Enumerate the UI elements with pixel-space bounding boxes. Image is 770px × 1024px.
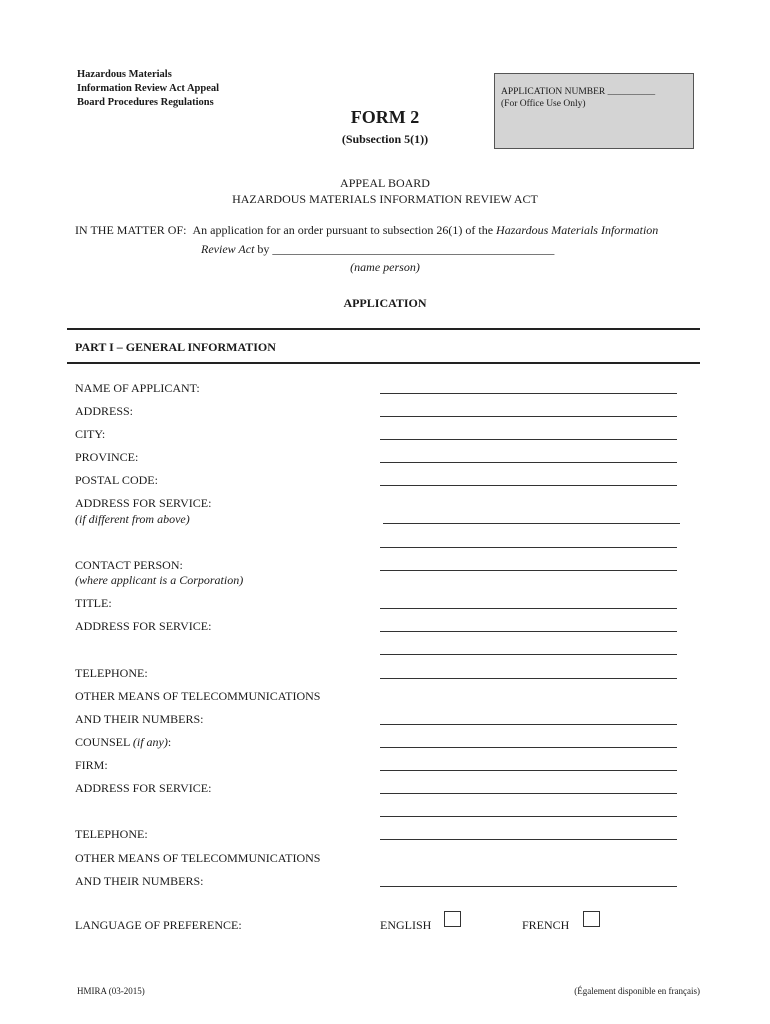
regulation-title	[77, 68, 219, 110]
office-use-note: (For Office Use Only)	[501, 99, 586, 109]
matter-by: by	[254, 242, 273, 256]
application-number-label: APPLICATION NUMBER __________	[501, 87, 656, 97]
name-of-applicant-field[interactable]	[380, 393, 677, 394]
telecom-numbers-label: AND THEIR NUMBERS:	[75, 712, 204, 726]
address-for-service-field[interactable]	[383, 523, 680, 524]
section-rule-bottom	[67, 362, 700, 364]
contact-person-field[interactable]	[380, 570, 677, 571]
person-name-blank[interactable]: _______________________________________________	[272, 242, 555, 256]
firm-telecom-numbers-field[interactable]	[380, 886, 677, 887]
english-checkbox[interactable]	[444, 911, 461, 927]
firm-label: FIRM:	[75, 758, 108, 772]
other-telecom-label: OTHER MEANS OF TELECOMMUNICATIONS	[75, 689, 321, 703]
counsel-label	[75, 735, 171, 750]
title-label: TITLE:	[75, 596, 112, 610]
telecom-numbers-field[interactable]	[380, 724, 677, 725]
regulation-title-line: Hazardous Materials	[77, 69, 172, 80]
name-of-applicant-label: NAME OF APPLICANT:	[75, 381, 200, 395]
corporation-note: (where applicant is a Corporation)	[75, 573, 244, 587]
province-field[interactable]	[380, 462, 677, 463]
regulation-title-line: Information Review Act Appeal	[77, 83, 220, 94]
firm-address-field-2[interactable]	[380, 816, 677, 817]
counsel-if-any: (if any)	[132, 735, 168, 749]
province-label: PROVINCE:	[75, 450, 139, 464]
address-label: ADDRESS:	[75, 404, 134, 418]
counsel-colon: :	[167, 735, 172, 749]
counsel-field[interactable]	[380, 747, 677, 748]
french-availability-note: (Également disponible en français)	[574, 986, 700, 996]
contact-address-field[interactable]	[380, 631, 677, 632]
part1-heading: PART I – GENERAL INFORMATION	[75, 340, 276, 354]
french-label: FRENCH	[522, 918, 570, 932]
contact-address-for-service-label: ADDRESS FOR SERVICE:	[75, 619, 212, 633]
section-rule-top	[67, 328, 700, 330]
city-field[interactable]	[380, 439, 677, 440]
firm-address-field[interactable]	[380, 793, 677, 794]
matter-line-2	[201, 242, 554, 257]
act-heading: HAZARDOUS MATERIALS INFORMATION REVIEW ACT	[232, 192, 538, 206]
firm-telecom-numbers-label: AND THEIR NUMBERS:	[75, 874, 204, 888]
regulation-title-line: Board Procedures Regulations	[77, 97, 214, 108]
firm-address-for-service-label: ADDRESS FOR SERVICE:	[75, 781, 212, 795]
city-label: CITY:	[75, 427, 106, 441]
form-subsection: (Subsection 5(1))	[341, 132, 429, 146]
firm-field[interactable]	[380, 770, 677, 771]
matter-line	[75, 223, 658, 238]
firm-telephone-field[interactable]	[380, 839, 677, 840]
name-person-caption: (name person)	[350, 260, 420, 274]
matter-text: An application for an order pursuant to subsection 26(1) of the	[192, 223, 497, 237]
language-label: LANGUAGE OF PREFERENCE:	[75, 918, 242, 932]
form-code: HMIRA (03-2015)	[77, 986, 145, 996]
postal-code-field[interactable]	[380, 485, 677, 486]
appeal-board-heading: APPEAL BOARD	[340, 176, 430, 190]
english-label: ENGLISH	[380, 918, 432, 932]
matter-label: IN THE MATTER OF:	[75, 223, 187, 237]
firm-telephone-label: TELEPHONE:	[75, 827, 148, 841]
french-checkbox[interactable]	[583, 911, 600, 927]
counsel-text: COUNSEL	[75, 735, 133, 749]
title-field[interactable]	[380, 608, 677, 609]
act-name-italic: Hazardous Materials Information	[496, 223, 659, 237]
postal-code-label: POSTAL CODE:	[75, 473, 158, 487]
telephone-field[interactable]	[380, 678, 677, 679]
firm-other-telecom-label: OTHER MEANS OF TELECOMMUNICATIONS	[75, 851, 321, 865]
act-name-italic-2: Review Act	[201, 242, 255, 256]
application-heading: APPLICATION	[343, 296, 427, 310]
if-different-note: (if different from above)	[75, 512, 190, 526]
address-field[interactable]	[380, 416, 677, 417]
form-title: FORM 2	[350, 107, 420, 127]
telephone-label: TELEPHONE:	[75, 666, 148, 680]
address-for-service-field-2[interactable]	[380, 547, 677, 548]
contact-person-label: CONTACT PERSON:	[75, 558, 183, 572]
address-for-service-label: ADDRESS FOR SERVICE:	[75, 496, 212, 510]
contact-address-field-2[interactable]	[380, 654, 677, 655]
